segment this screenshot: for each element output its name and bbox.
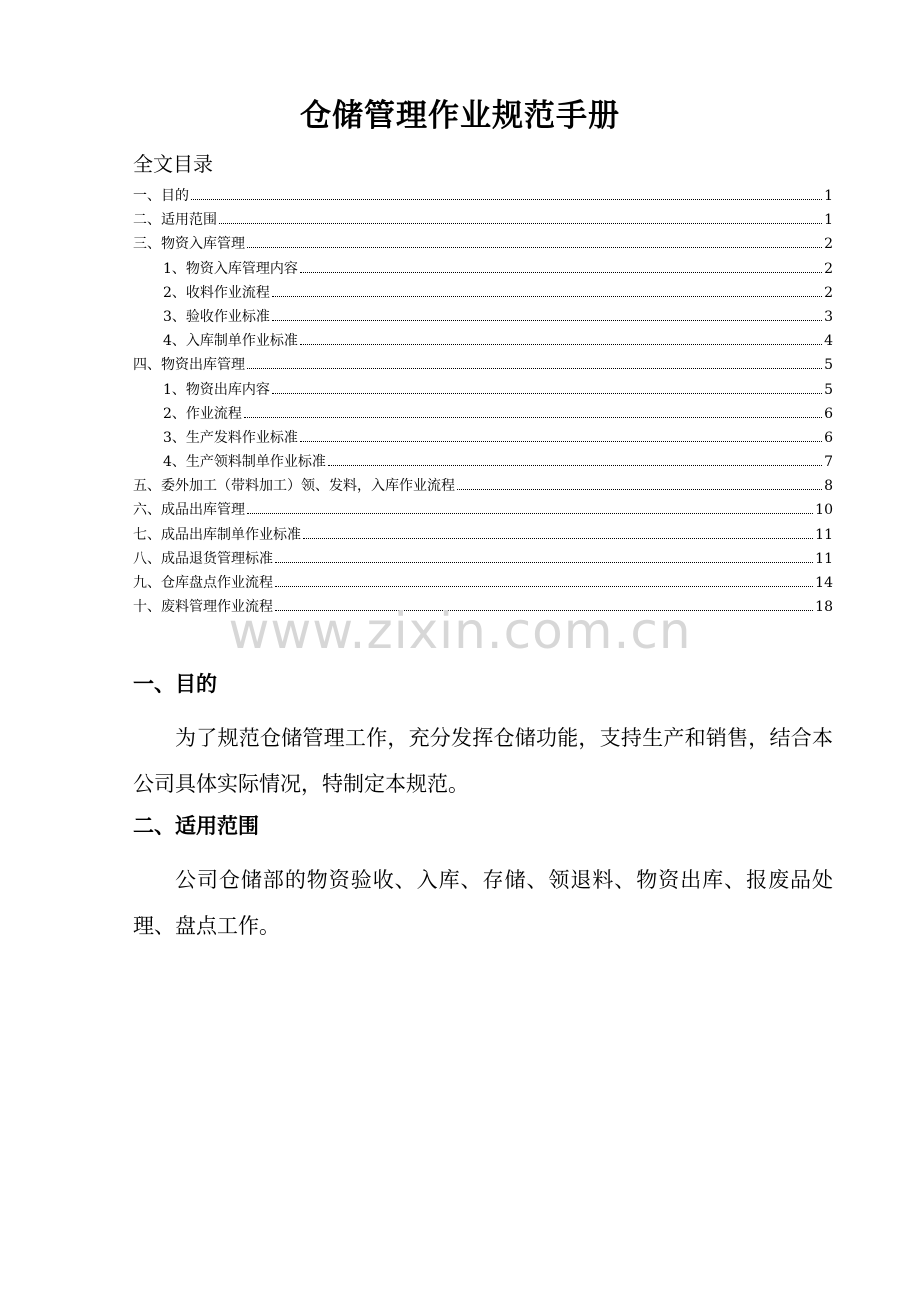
toc-entry-label: 四、物资出库管理 [133, 357, 245, 374]
toc-entry[interactable] [133, 498, 833, 522]
toc-heading: 全文目录 [133, 152, 213, 176]
toc-leader-dots [300, 271, 822, 273]
toc-entry[interactable] [133, 474, 833, 498]
toc-entry-page: 6 [824, 429, 833, 446]
toc-leader-dots [191, 198, 822, 200]
toc-entry-label: 六、成品出库管理 [133, 502, 245, 519]
toc-entry[interactable] [133, 523, 833, 547]
toc-entry-label: 七、成品出库制单作业标准 [133, 526, 301, 543]
toc-entry[interactable] [133, 450, 833, 474]
toc-leader-dots [303, 537, 813, 539]
toc-entry-label: 九、仓库盘点作业流程 [133, 575, 273, 591]
toc-entry-page: 5 [824, 357, 833, 374]
toc-leader-dots [300, 440, 822, 442]
toc-leader-dots [219, 222, 822, 224]
toc-entry[interactable] [133, 257, 833, 281]
toc-entry[interactable] [133, 184, 833, 208]
toc-entry[interactable] [133, 378, 833, 402]
watermark: www.zixin.com.cn [228, 602, 692, 660]
toc-entry-page: 11 [815, 526, 833, 543]
toc-entry-page: 11 [815, 550, 833, 567]
toc-entry-label: 3、生产发料作业标准 [163, 429, 298, 446]
toc-entry[interactable] [133, 426, 833, 450]
toc-entry-page: 5 [824, 381, 833, 398]
section-heading-scope: 二、适用范围 [133, 814, 259, 838]
toc-entry[interactable] [133, 402, 833, 426]
toc-entry-label: 二、适用范围 [133, 212, 217, 229]
toc-entry-page: 3 [824, 308, 833, 325]
toc-entry-label: 4、入库制单作业标准 [163, 333, 298, 350]
toc-leader-dots [275, 585, 813, 587]
toc-entry-label: 1、物资出库内容 [163, 381, 270, 398]
toc-entry[interactable] [133, 305, 833, 329]
toc-entry-label: 3、验收作业标准 [163, 308, 270, 325]
toc-leader-dots [272, 295, 822, 297]
toc-entry[interactable] [133, 281, 833, 305]
toc-leader-dots [457, 488, 822, 490]
toc-entry-label: 十、废料管理作业流程 [133, 599, 273, 616]
toc-leader-dots [244, 416, 822, 418]
toc-entry-page: 10 [815, 502, 833, 519]
toc-entry-label: 五、委外加工（带料加工）领、发料，入库作业流程 [133, 478, 455, 495]
toc-leader-dots [247, 367, 822, 369]
document-title: 仓储管理作业规范手册 [300, 98, 620, 134]
section-heading-purpose: 一、目的 [133, 672, 217, 696]
toc-entry-page: 7 [824, 454, 833, 471]
toc-leader-dots [272, 319, 822, 321]
toc-entry-page: 18 [815, 599, 833, 616]
toc-leader-dots [247, 246, 822, 248]
section-body-scope: 公司仓储部的物资验收、入库、存储、领退料、物资出库、报废品处理、盘点工作。 [133, 868, 833, 938]
toc-leader-dots [272, 392, 822, 394]
toc-entry-label: 三、物资入库管理 [133, 236, 245, 253]
toc-entry-label: 2、收料作业流程 [163, 284, 270, 301]
section-body-purpose: 为了规范仓储管理工作，充分发挥仓储功能，支持生产和销售，结合本公司具体实际情况，特制定本规范。 [133, 726, 833, 796]
toc-entry-label: 一、目的 [133, 188, 189, 204]
toc-entry[interactable] [133, 353, 833, 377]
toc-entry[interactable] [133, 571, 833, 595]
toc-entry-page: 4 [824, 333, 833, 350]
toc-leader-dots [275, 561, 813, 563]
toc-entry-page: 14 [815, 575, 833, 591]
toc-entry-label: 2、作业流程 [163, 405, 242, 422]
toc-entry-page: 2 [824, 236, 833, 253]
toc-leader-dots [247, 512, 813, 514]
toc-entry-page: 6 [824, 405, 833, 422]
table-of-contents [133, 184, 833, 619]
toc-entry-label: 八、成品退货管理标准 [133, 550, 273, 567]
toc-entry[interactable] [133, 208, 833, 232]
toc-leader-dots [300, 343, 822, 345]
toc-entry-page: 1 [824, 212, 833, 229]
toc-entry-page: 8 [824, 478, 833, 495]
toc-entry[interactable] [133, 232, 833, 256]
toc-leader-dots [328, 464, 822, 466]
toc-entry-page: 2 [824, 284, 833, 301]
toc-entry-label: 1、物资入库管理内容 [163, 260, 298, 277]
toc-entry[interactable] [133, 547, 833, 571]
toc-entry-label: 4、生产领料制单作业标准 [163, 454, 326, 471]
toc-entry-page: 1 [824, 188, 833, 204]
toc-entry-page: 2 [824, 260, 833, 277]
toc-entry[interactable] [133, 329, 833, 353]
